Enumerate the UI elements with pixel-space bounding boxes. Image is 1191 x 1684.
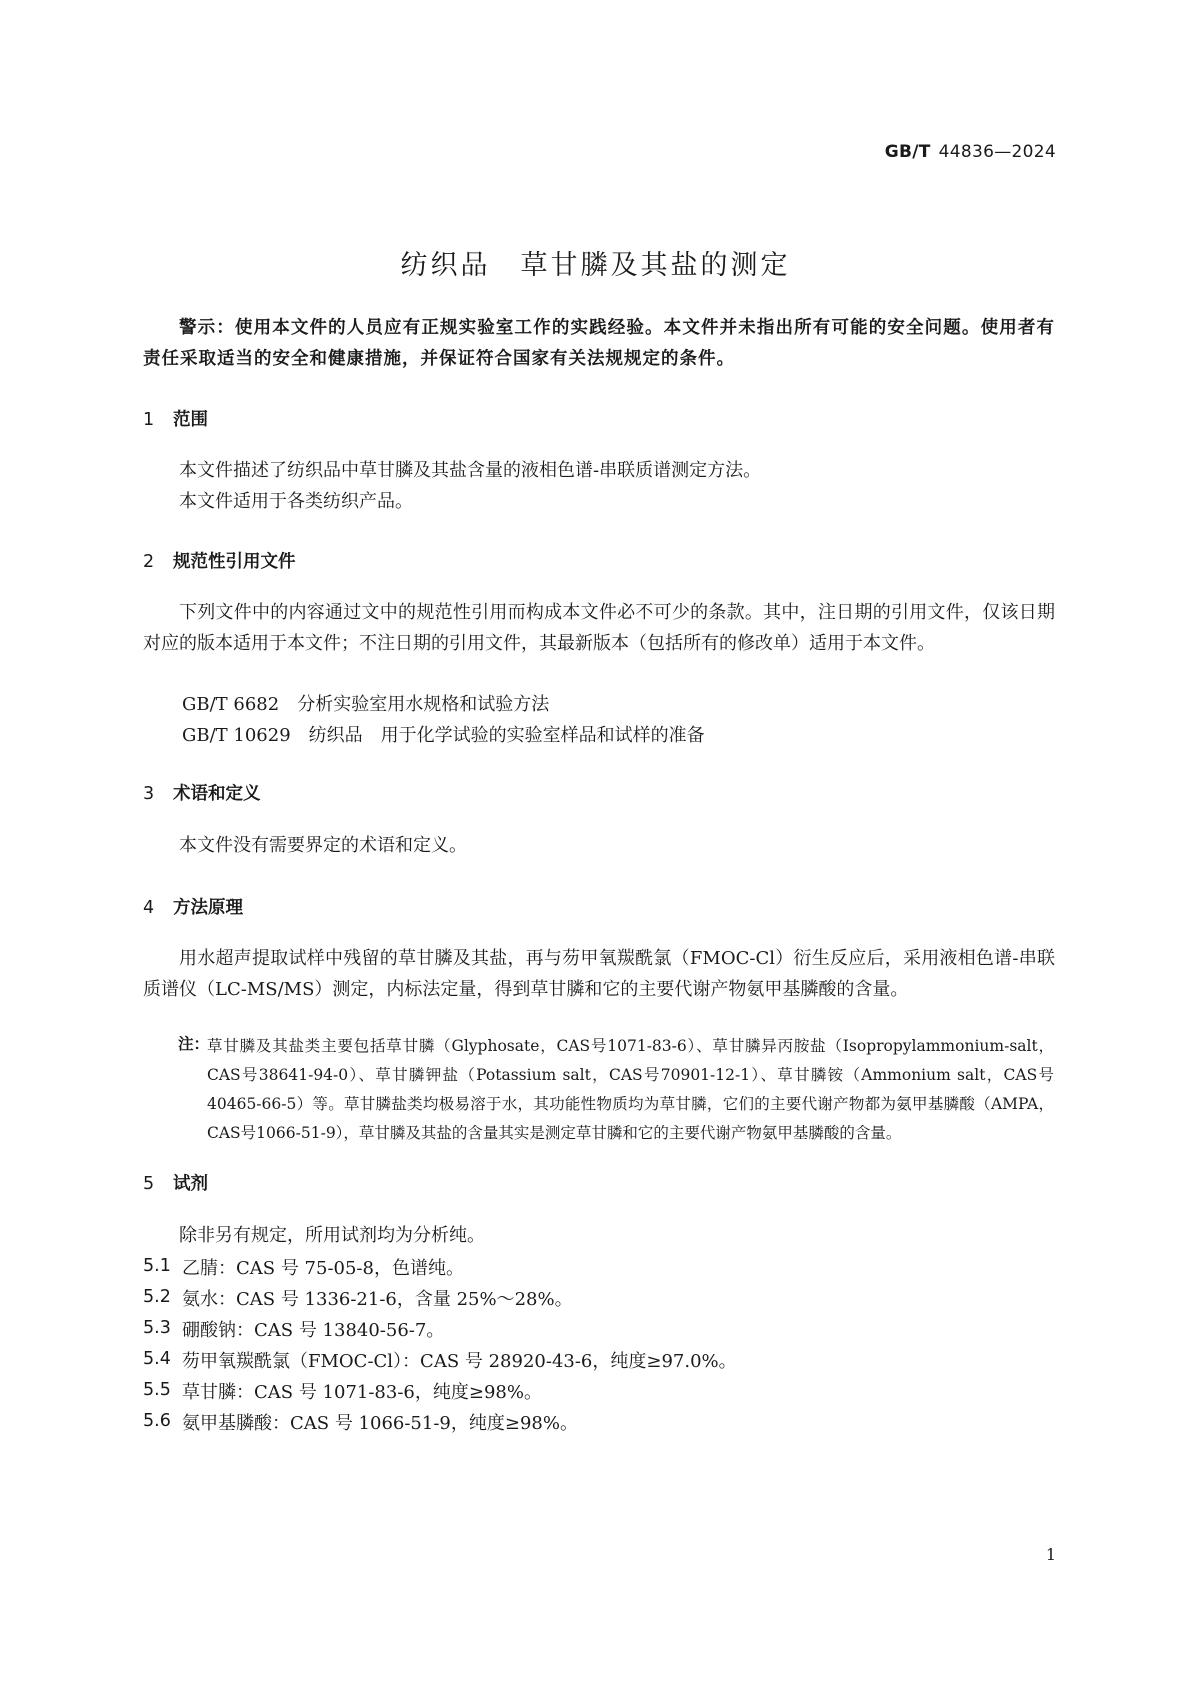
section-number: 3	[143, 784, 155, 804]
section-number: 5	[143, 1174, 155, 1194]
reference-item: GB/T 6682 分析实验室用水规格和试验方法	[182, 694, 550, 715]
section-number: 1	[143, 410, 155, 430]
standard-number: 44836—2024	[938, 142, 1056, 162]
paragraph: 本文件适用于各类纺织产品。	[179, 491, 413, 512]
clause-text: 乙腈：CAS 号 75-05-8，色谱纯。	[182, 1258, 464, 1279]
paragraph: 用水超声提取试样中残留的草甘膦及其盐，再与芴甲氧羰酰氯（FMOC-Cl）衍生反应后，采用液相色谱-串联质谱仪（LC-MS/MS）测定，内标法定量，得到草甘膦和它的主要代谢产物氨甲基膦酸的含量。	[143, 948, 1055, 1000]
section-number: 2	[143, 552, 155, 572]
section-title: 方法原理	[173, 898, 243, 918]
clause-number: 5.4	[143, 1349, 171, 1369]
page-number: 1	[1045, 1545, 1056, 1564]
section-number: 4	[143, 898, 155, 918]
section-heading-5	[143, 1170, 208, 1195]
clause-number: 5.2	[143, 1287, 171, 1307]
section-title: 术语和定义	[173, 784, 261, 804]
warning-paragraph: 警示：使用本文件的人员应有正规实验室工作的实践经验。本文件并未指出所有可能的安全问题。使用者有责任采取适当的安全和健康措施，并保证符合国家有关法规规定的条件。	[143, 318, 1055, 369]
document-title: 纺织品 草甘膦及其盐的测定	[400, 250, 791, 281]
section-title: 试剂	[173, 1174, 208, 1194]
section-heading-1	[143, 406, 208, 431]
section-heading-3	[143, 780, 261, 805]
standard-code	[885, 142, 1056, 162]
section-heading-2	[143, 548, 296, 573]
clause-text: 草甘膦：CAS 号 1071-83-6，纯度≥98%。	[182, 1382, 542, 1403]
paragraph: 本文件没有需要界定的术语和定义。	[179, 835, 467, 856]
clause-number: 5.1	[143, 1256, 171, 1276]
section-title: 范围	[173, 410, 208, 430]
paragraph: 除非另有规定，所用试剂均为分析纯。	[179, 1225, 485, 1246]
clause-number: 5.3	[143, 1318, 171, 1338]
clause-text: 氨水：CAS 号 1336-21-6，含量 25%～28%。	[182, 1289, 573, 1310]
reference-item: GB/T 10629 纺织品 用于化学试验的实验室样品和试样的准备	[182, 725, 705, 746]
note-text: 草甘膦及其盐类主要包括草甘膦（Glyphosate，CAS号1071-83-6）、草甘膦异丙胺盐（Isopropylammonium-salt，CAS号38641-94-0）、草甘膦钾盐（Potassium salt，CAS号70901-12-1）、草甘膦铵（Ammonium salt，CAS号40465-66-5）等。草甘膦盐类均极易溶于水，其功能性物质均为草甘膦，它们的主要代谢产物都为氨甲基膦酸（AMPA，CAS号1066-51-9），草甘膦及其盐的含量其实是测定草甘膦和它的主要代谢产物氨甲基膦酸的含量。	[207, 1037, 1054, 1142]
clause-number: 5.6	[143, 1411, 171, 1431]
clause-text: 硼酸钠：CAS 号 13840-56-7。	[182, 1320, 445, 1341]
note-label: 注：	[178, 1035, 210, 1053]
standard-prefix: GB/T	[884, 142, 931, 162]
clause-number: 5.5	[143, 1380, 171, 1400]
paragraph: 本文件描述了纺织品中草甘膦及其盐含量的液相色谱-串联质谱测定方法。	[179, 460, 762, 481]
clause-text: 芴甲氧羰酰氯（FMOC-Cl）：CAS 号 28920-43-6，纯度≥97.0%。	[182, 1351, 737, 1372]
clause-text: 氨甲基膦酸：CAS 号 1066-51-9，纯度≥98%。	[182, 1413, 578, 1434]
section-heading-4	[143, 894, 243, 919]
paragraph: 下列文件中的内容通过文中的规范性引用而构成本文件必不可少的条款。其中，注日期的引用文件，仅该日期对应的版本适用于本文件；不注日期的引用文件，其最新版本（包括所有的修改单）适用于本文件。	[143, 602, 1055, 654]
section-title: 规范性引用文件	[173, 552, 296, 572]
